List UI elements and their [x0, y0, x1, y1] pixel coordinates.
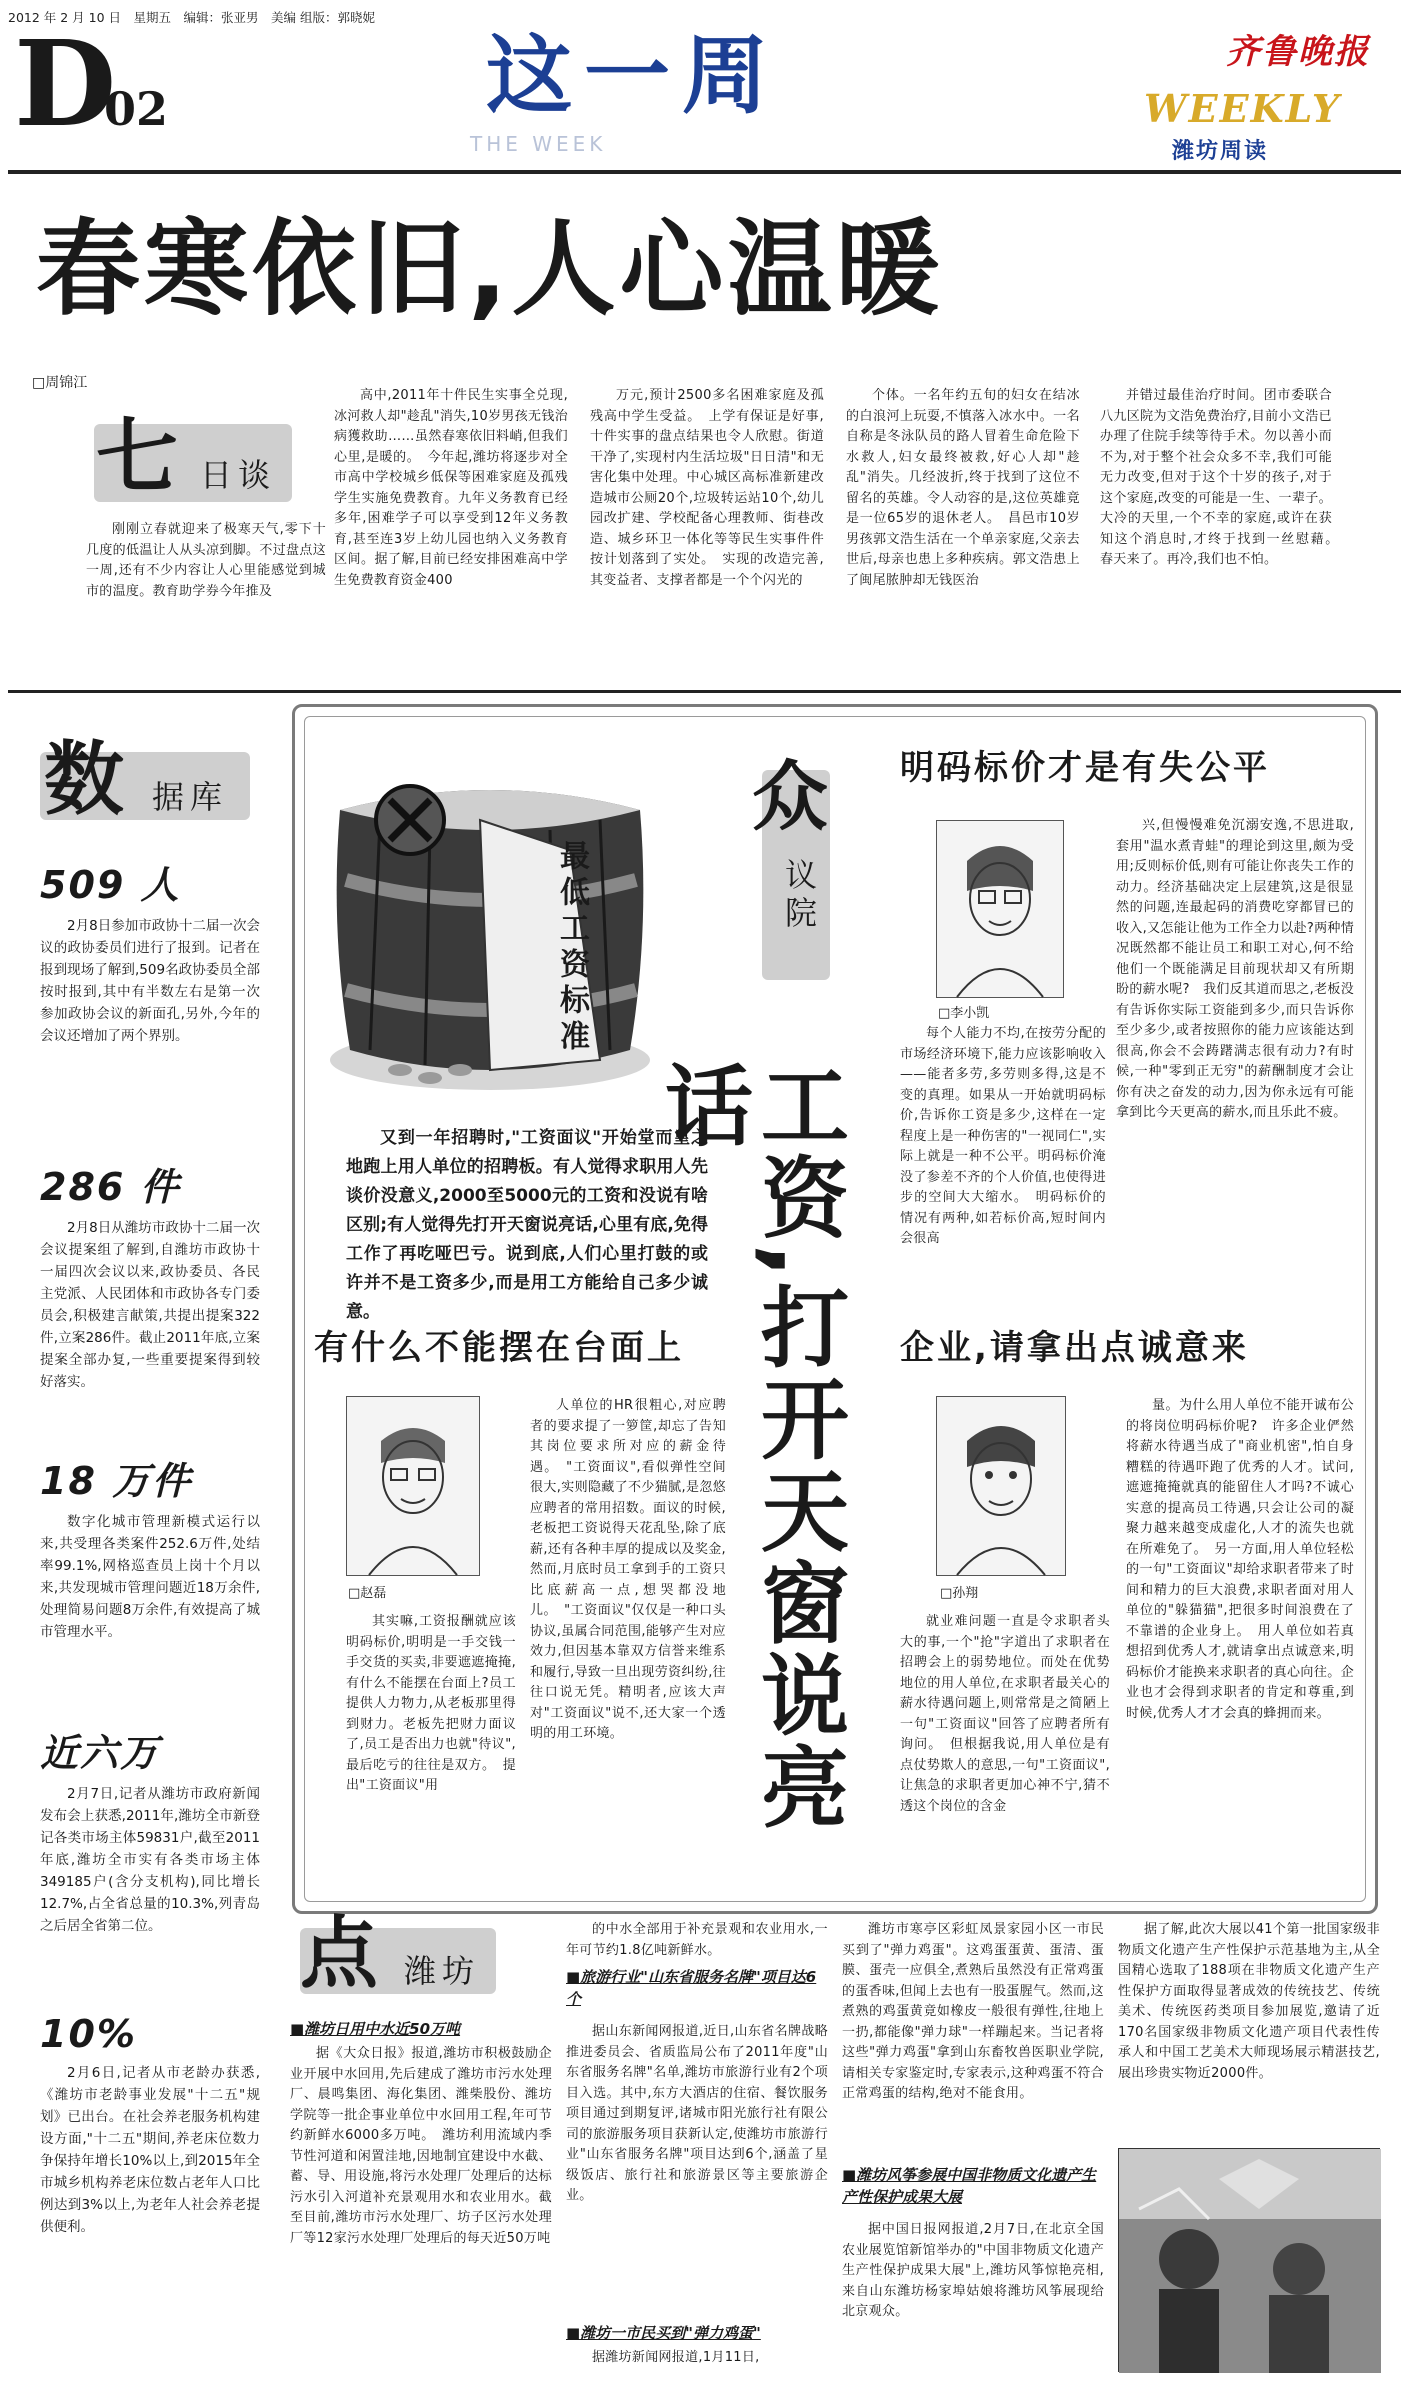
section-subtitle: THE WEEK — [470, 132, 607, 156]
stat-number: 10% — [40, 2012, 137, 2056]
article-column: 量。为什么用人单位不能开诚布公的将岗位明码标价呢? 许多企业俨然将薪水待遇当成了"商业机密",怕自身糟糕的待遇吓跑了优秀的人才。试问,遮遮掩掩就真的能留住人才吗?不诚心实意的提高员工待遇,只会让公司的凝聚力越来越变成虚化,人才的流失也就在所难免了。 另一方面,用人单位轻松的一句"工资面议"却给求职者带来了时间和精力的巨大浪费,求职者面对用人单位的"躲猫猫",把很多时间浪费在了不靠谱的企业身上。 用人单位如若真想招到优秀人才,就请拿出点诚意来,明码标价才能换来求职者的真心向往。企业也才会得到求职者的肯定和尊重,到时候,优秀人才才会真的蜂拥而来。 — [1126, 1398, 1354, 1721]
author-portrait — [936, 820, 1064, 998]
brand-logo: 齐鲁晚报 — [1226, 32, 1370, 72]
stat-number: 近六万 — [40, 1731, 161, 1775]
article-title: 有什么不能摆在台面上 — [314, 1328, 684, 1368]
barrel-icon — [320, 730, 660, 1100]
section-title: 这一周 — [486, 25, 780, 126]
lead-column-2: 高中,2011年十件民生实事全兑现,冰河救人却"趁乱"消失,10岁男孩无钱治病獲救助……虽然春寒依旧料峭,但我们心里,是暖的。 今年起,潍坊将逐步对全市高中学校城乡低保等困难家庭及孤残学生实施免费教育。九年义务教育已经多年,困难学子可以享受到12年义务教育,甚至连3岁上幼儿园也纳入义务教育区间。据了解,目前已经安排困难高中学生免费教育资金400 — [334, 388, 568, 588]
qiri-big: 七 — [96, 410, 179, 505]
article-title: 企业,请拿出点诚意来 — [900, 1328, 1249, 1368]
headline: 春寒依旧,人心温暖 — [36, 208, 944, 330]
article-column: 人单位的HR很粗心,对应聘者的要求提了一箩筐,却忘了告知其岗位要求所对应的薪金待遇。 "工资面议",看似弹性空间很大,实则隐藏了不少猫腻,是忽悠应聘者的常用招数。面议的时候,老板把工资说得天花乱坠,除了底薪,还有各种丰厚的提成以及奖金,然而,月底时员工拿到手的工资只比底薪高一点,想哭都没地儿。 "工资面议"仅仅是一种口头协议,虽属合同范围,能够产生对应效力,但因基本靠双方信誉来维系和履行,导致一旦出现劳资纠纷,往往口说无凭。精明者,应该大声对"工资面议"说不,还大家一个透明的用工环境。 — [530, 1398, 726, 1741]
weekly-logo: WEEKLY — [1144, 86, 1342, 131]
stat-text: 数字化城市管理新模式运行以来,共受理各类案件252.6万件,处结率99.1%,网格巡查员上岗十个月以来,共发现城市管理问题近18万余件,处理简易问题8万余件,有效提高了城市管理水平。 — [40, 1514, 260, 1640]
stat-number: 286 件 — [40, 1165, 181, 1209]
debate-intro: 又到一年招聘时,"工资面议"开始堂而皇之地跑上用人单位的招聘板。有人觉得求职用人先谈价没意义,2000至5000元的工资和没说有啥区别;有人觉得先打开天窗说亮话,心里有底,免得工作了再吃哑巴亏。说到底,人们心里打鼓的或许并不是工资多少,而是用工方能给自己多少诚意。 — [346, 1128, 708, 1322]
stat-number: 509 人 — [40, 863, 181, 907]
news-column: 潍坊市寒亭区彩虹凤景家园小区一市民买到了"弹力鸡蛋"。这鸡蛋蛋黄、蛋清、蛋膜、蛋壳一应俱全,煮熟后虽然没有正常鸡蛋的蛋香味,但闻上去也有一股蛋腥气。然而,这煮熟的鸡蛋黄竟如橡皮一般很有弹性,往地上一扔,都能像"弹力球"一样蹦起来。当记者将这些"弹力鸡蛋"拿到山东畜牧兽医职业学院,请相关专家鉴定时,专家表示,这种鸡蛋不符合正常鸡蛋的结构,绝对不能食用。 — [842, 1922, 1104, 2101]
stat-item — [40, 1156, 260, 1450]
sidebar-title-small: 据库 — [152, 778, 229, 816]
author-name: □赵磊 — [348, 1586, 387, 1601]
news-headline: ■潍坊风筝参展中国非物质文化遗产生产性保护成果大展 — [842, 2166, 1097, 2206]
author-portrait — [346, 1396, 480, 1576]
portrait-sketch-icon — [937, 821, 1063, 997]
news-column: 据《大众日报》报道,潍坊市积极鼓励企业开展中水回用,先后建成了潍坊市污水处理厂、晨鸣集团、海化集团、潍柴股份、潍坊学院等一批企事业单位中水回用工程,年可节约新鲜水6000多万吨。 潍坊利用流域内季节性河道和闲置洼地,因地制宜建设中水截、蓄、导、用设施,将污水处理厂处理后的达标污水引入河道补充景观用水和农业用水。截至目前,潍坊市污水处理厂、坊子区污水处理厂等12家污水处理厂处理后的每天近50万吨 — [290, 2046, 552, 2246]
news-headline: ■潍坊日用中水近50万吨 — [290, 2020, 461, 2038]
lead-column-5: 并错过最佳治疗时间。团市委联合八九区院为文浩免费治疗,目前小文浩已办理了住院手续等待手术。勿以善小而不为,对于整个社会众多不幸,我们可能无力改变,但对于这个十岁的孩子,对于这个家庭,改变的可能是一生、一辈子。大冷的天里,一个不幸的家庭,或许在获知这个消息时,才终于找到一丝慰藉。 春天来了。再冷,我们也不怕。 — [1100, 388, 1346, 567]
author-name: □李小凯 — [938, 1006, 990, 1021]
article-column: 兴,但慢慢难免沉溺安逸,不思进取,套用"温水煮青蛙"的理论到这里,颇为受用;反则标价低,则有可能让你丧失工作的动力。经济基础决定上层建筑,这是很显然的问题,连最起码的消费吃穿都冒已的收入,又怎能让他为工作全力以赴?两种情况既然都不能让员工和职工对心,何不给他们一个既能满足目前现状却又有所期盼的薪水呢? 我们反其道而思之,老板没有告诉你实际工资能到多少,而只告诉你至少多少,或者按照你的能力应该能达到很高,你会不会踌躇满志很有动力?有时候,一种"零到正无穷"的薪酬制度才会让你有决之奋发的动力,因为你永远有可能拿到比今天更高的薪水,而且乐此不疲。 — [1116, 818, 1354, 1120]
kite-photo — [1118, 2148, 1380, 2372]
page-letter: D — [14, 14, 117, 153]
author-portrait — [936, 1396, 1066, 1576]
article-title: 明码标价才是有失公平 — [900, 748, 1270, 788]
barrel-illustration — [320, 730, 660, 1100]
sidebar-title-big: 数 — [44, 733, 124, 826]
portrait-sketch-icon — [347, 1397, 479, 1575]
barrel-label: 最低工资标准 — [554, 840, 589, 1056]
dian-small: 潍坊 — [404, 1952, 481, 1990]
stat-item — [40, 1450, 260, 1722]
news-column: 据中国日报网报道,2月7日,在北京全国农业展览馆新馆举办的"中国非物质文化遗产生产性保护成果大展"上,潍坊风筝惊艳亮相,来自山东潍坊杨家埠姑娘将潍坊风筝展现给北京观众。 — [842, 2222, 1104, 2319]
weekly-subtitle: 潍坊周读 — [1172, 139, 1269, 164]
stat-item — [40, 1722, 260, 2012]
stat-item — [40, 854, 260, 1156]
stat-text: 2月6日,记者从市老龄办获悉,《潍坊市老龄事业发展"十二五"规划》已出台。在社会养老服务机构建设方面,"十二五"期间,养老床位数力争保持年增长10%以上,到2015年全市城乡机构养老床位数占老年人口比例达到3%以上,为老年人社会养老提供便利。 — [40, 2065, 260, 2235]
author-name: □孙翔 — [940, 1586, 979, 1601]
byline: □周锦江 — [32, 375, 88, 391]
article-column: 每个人能力不均,在按劳分配的市场经济环境下,能力应该影响收入——能者多劳,多劳则多得,这是不变的真理。如果从一开始就明码标价,告诉你工资是多少,这样在一定程度上是一种伤害的"一视同仁",实际上就是一种不公平。明码标价淹没了参差不齐的个人价值,也使得进步的空间大大缩水。 明码标价的情况有两种,如若标价高,短时间内会很高 — [900, 1026, 1106, 1246]
article-column: 就业难问题一直是令求职者头大的事,一个"抢"字道出了求职者在招聘会上的弱势地位。而处在优势地位的用人单位,在求职者最关心的薪水待遇问题上,则常常是之简陋上一句"工资面议"回答了应聘者所有询问。 但根据我说,用人单位是有点仗势欺人的意思,一句"工资面议",让焦急的求职者更加心神不宁,猜不透这个岗位的含金 — [900, 1614, 1110, 1814]
news-column: 据潍坊新闻网报道,1月11日, — [592, 2350, 760, 2365]
zhongyi-small: 议院 — [780, 858, 818, 934]
sidebar — [40, 854, 260, 2238]
news-column: 据山东新闻网报道,近日,山东省名牌战略推进委员会、省质监局公布了2011年度"山东省服务名牌"名单,潍坊市旅游行业有2个项目入选。其中,东方大酒店的住宿、餐饮服务项目通过到期复评,诸城市阳光旅行社有限公司的旅游服务项目获新认定,使潍坊市旅游行业"山东省服务名牌"项目达到6个,涵盖了星级饭店、旅行社和旅游景区等主要旅游企业。 — [566, 2024, 828, 2203]
news-headline: ■旅游行业"山东省服务名牌"项目达6个 — [566, 1968, 817, 2008]
page-number: 02 — [104, 82, 169, 136]
stat-number: 18 万件 — [40, 1459, 193, 1503]
dateline: 2012 年 2 月 10 日 星期五 编辑：张亚男 美编 组版：郭晓妮 — [8, 10, 376, 25]
debate-vertical-title: 工资,打开天窗说亮话 — [651, 1060, 850, 1834]
dian-big: 点 — [300, 1909, 379, 1999]
lead-column-3: 万元,预计2500多名困难家庭及孤残高中学生受益。 上学有保证是好事,十件实事的盘点结果也令人欣慰。街道干净了,实现村内生活垃圾"日日清"和无害化集中处理。中心城区高标准新建改造城市公厕20个,垃圾转运站10个,幼儿园改扩建、学校配备心理教师、街巷改造、城乡环卫一体化等等民生实事件件按计划落到了实处。 实现的改造完善,其变益者、支撑者都是一个个闪光的 — [590, 388, 824, 588]
lead-column-1: 刚刚立春就迎来了极寒天气,零下十几度的低温让人从头凉到脚。不过盘点这一周,还有不少内容让人心里能感觉到城市的温度。教育助学券今年推及 — [86, 522, 326, 599]
header-rule — [8, 170, 1401, 174]
lead-rule — [8, 690, 1401, 693]
kite-photo-icon — [1119, 2149, 1381, 2373]
stat-text: 2月7日,记者从潍坊市政府新闻发布会上获悉,2011年,潍坊全市新登记各类市场主体59831户,截至2011年底,潍坊全市实有各类市场主体349185户(含分支机构),同比增长12.7%,占全省总量的10.3%,列青岛之后居全省第二位。 — [40, 1786, 260, 1934]
article-column: 其实嘛,工资报酬就应该明码标价,明明是一手交钱一手交货的买卖,非要遮遮掩掩,有什么不能摆在台面上?员工提供人力物力,从老板那里得到财力。老板先把财力面议了,员工是否出力也就"待议",最后吃亏的往往是双方。 提出"工资面议"用 — [346, 1614, 516, 1793]
news-column: 据了解,此次大展以41个第一批国家级非物质文化遗产生产性保护示范基地为主,从全国精心选取了188项在非物质文化遗产生产性保护方面取得显著成效的传统技艺、传统美术、传统医药类项目参加展览,邀请了近170名国家级非物质文化遗产项目代表性传承人和中国工艺美术大师现场展示精湛技艺,展出珍贵实物近2000件。 — [1118, 1922, 1380, 2081]
news-headline: ■潍坊一市民买到"弹力鸡蛋" — [566, 2324, 761, 2342]
stat-item — [40, 2012, 260, 2238]
zhongyi-big: 众 — [752, 752, 828, 841]
qiri-small: 日谈 — [200, 456, 277, 494]
news-column: 的中水全部用于补充景观和农业用水,一年可节约1.8亿吨新鲜水。 — [566, 1922, 828, 1958]
stat-text: 2月8日从潍坊市政协十二届一次会议提案组了解到,自潍坊市政协十一届四次会议以来,政协委员、各民主党派、人民团体和市政协各专门委员会,积极建言献策,共提出提案322件,立案286件。截止2011年底,立案提案全部办复,一些重要提案得到较好落实。 — [40, 1220, 260, 1390]
stat-text: 2月8日参加市政协十二届一次会议的政协委员们进行了报到。记者在报到现场了解到,509名政协委员全部按时报到,其中有半数左右是第一次参加政协会议的新面孔,另外,今年的会议还增加了两个界别。 — [40, 918, 260, 1044]
lead-column-4: 个体。一名年约五旬的妇女在结冰的白浪河上玩耍,不慎落入冰水中。一名自称是冬泳队员的路人冒着生命危险下水救人,妇女最终被救,好心人却"趁乱"消失。几经波折,终于找到了这位不留名的英雄。令人动容的是,这位英雄竟是一位65岁的退休老人。 昌邑市10岁男孩郭文浩生活在一个单亲家庭,父亲去世后,母亲也患上多种疾病。郭文浩患上了闽尾脓肿却无钱医治 — [846, 388, 1080, 588]
portrait-sketch-icon — [937, 1397, 1065, 1575]
